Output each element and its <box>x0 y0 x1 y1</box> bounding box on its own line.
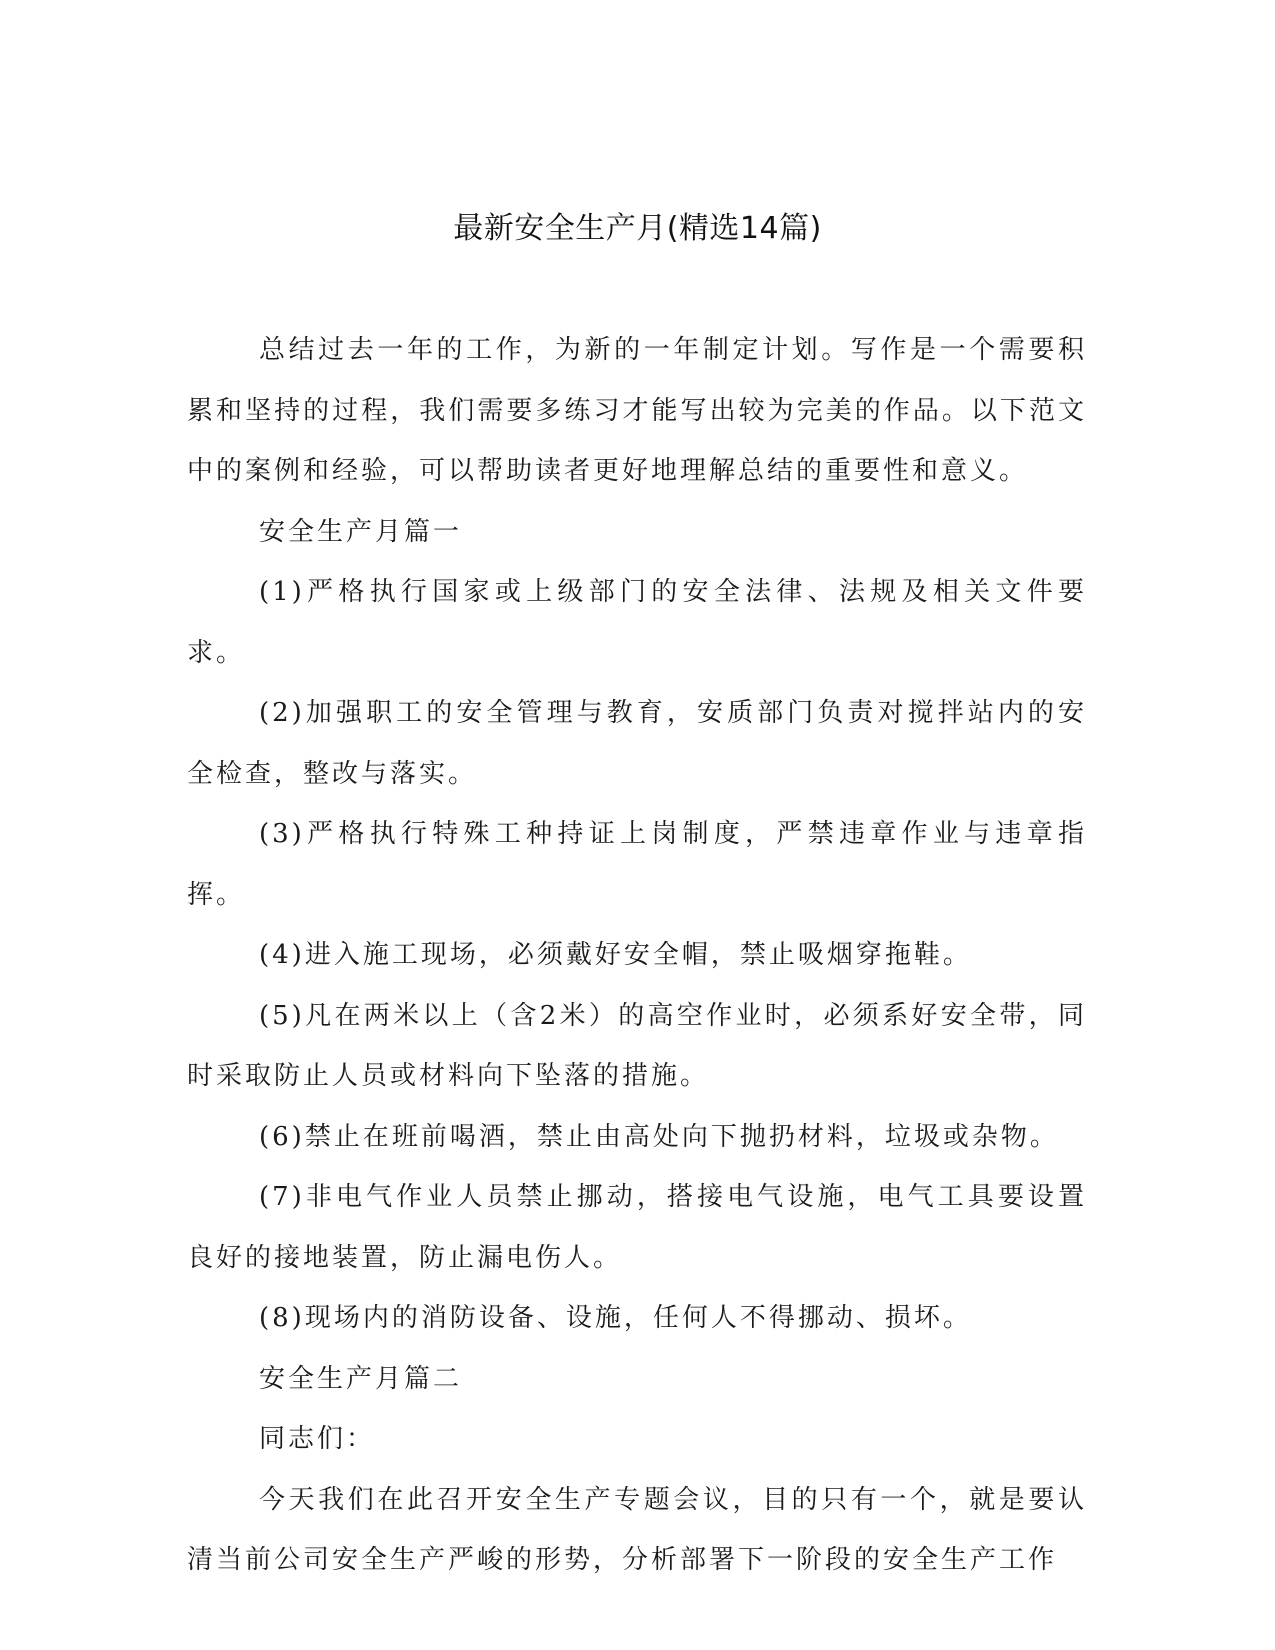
list-item: (6)禁止在班前喝酒，禁止由高处向下抛扔材料，垃圾或杂物。 <box>259 1121 1059 1152</box>
list-item: (2)加强职工的安全管理与教育，安质部门负责对搅拌站内的安全检查，整改与落实。 <box>187 698 1087 789</box>
list-item: (8)现场内的消防设备、设施，任何人不得挪动、损坏。 <box>259 1303 972 1333</box>
intro-paragraph: 总结过去一年的工作，为新的一年制定计划。写作是一个需要积累和坚持的过程，我们需要多练习才能写出较为完美的作品。以下范文中的案例和经验，可以帮助读者更好地理解总结的重要性和意义。 <box>187 335 1087 486</box>
list-item: (4)进入施工现场，必须戴好安全帽，禁止吸烟穿拖鞋。 <box>259 940 972 970</box>
document-body <box>187 320 1087 1591</box>
list-item: (1)严格执行国家或上级部门的安全法律、法规及相关文件要求。 <box>187 577 1087 668</box>
speech-paragraph: 今天我们在此召开安全生产专题会议，目的只有一个，就是要认清当前公司安全生产严峻的形势，分析部署下一阶段的安全生产工作 <box>187 1484 1087 1575</box>
list-item: (3)严格执行特殊工种持证上岗制度，严禁违章作业与违章指挥。 <box>187 819 1087 910</box>
section-heading: 安全生产月篇二 <box>259 1363 463 1394</box>
salutation: 同志们： <box>259 1424 376 1454</box>
list-item: (7)非电气作业人员禁止挪动，搭接电气设施，电气工具要设置良好的接地装置，防止漏电伤人。 <box>187 1182 1087 1273</box>
section-heading: 安全生产月篇一 <box>259 516 463 547</box>
document-title: 最新安全生产月(精选14篇) <box>453 211 822 246</box>
list-item: (5)凡在两米以上（含2米）的高空作业时，必须系好安全带，同时采取防止人员或材料向下坠落的措施。 <box>187 1000 1087 1091</box>
